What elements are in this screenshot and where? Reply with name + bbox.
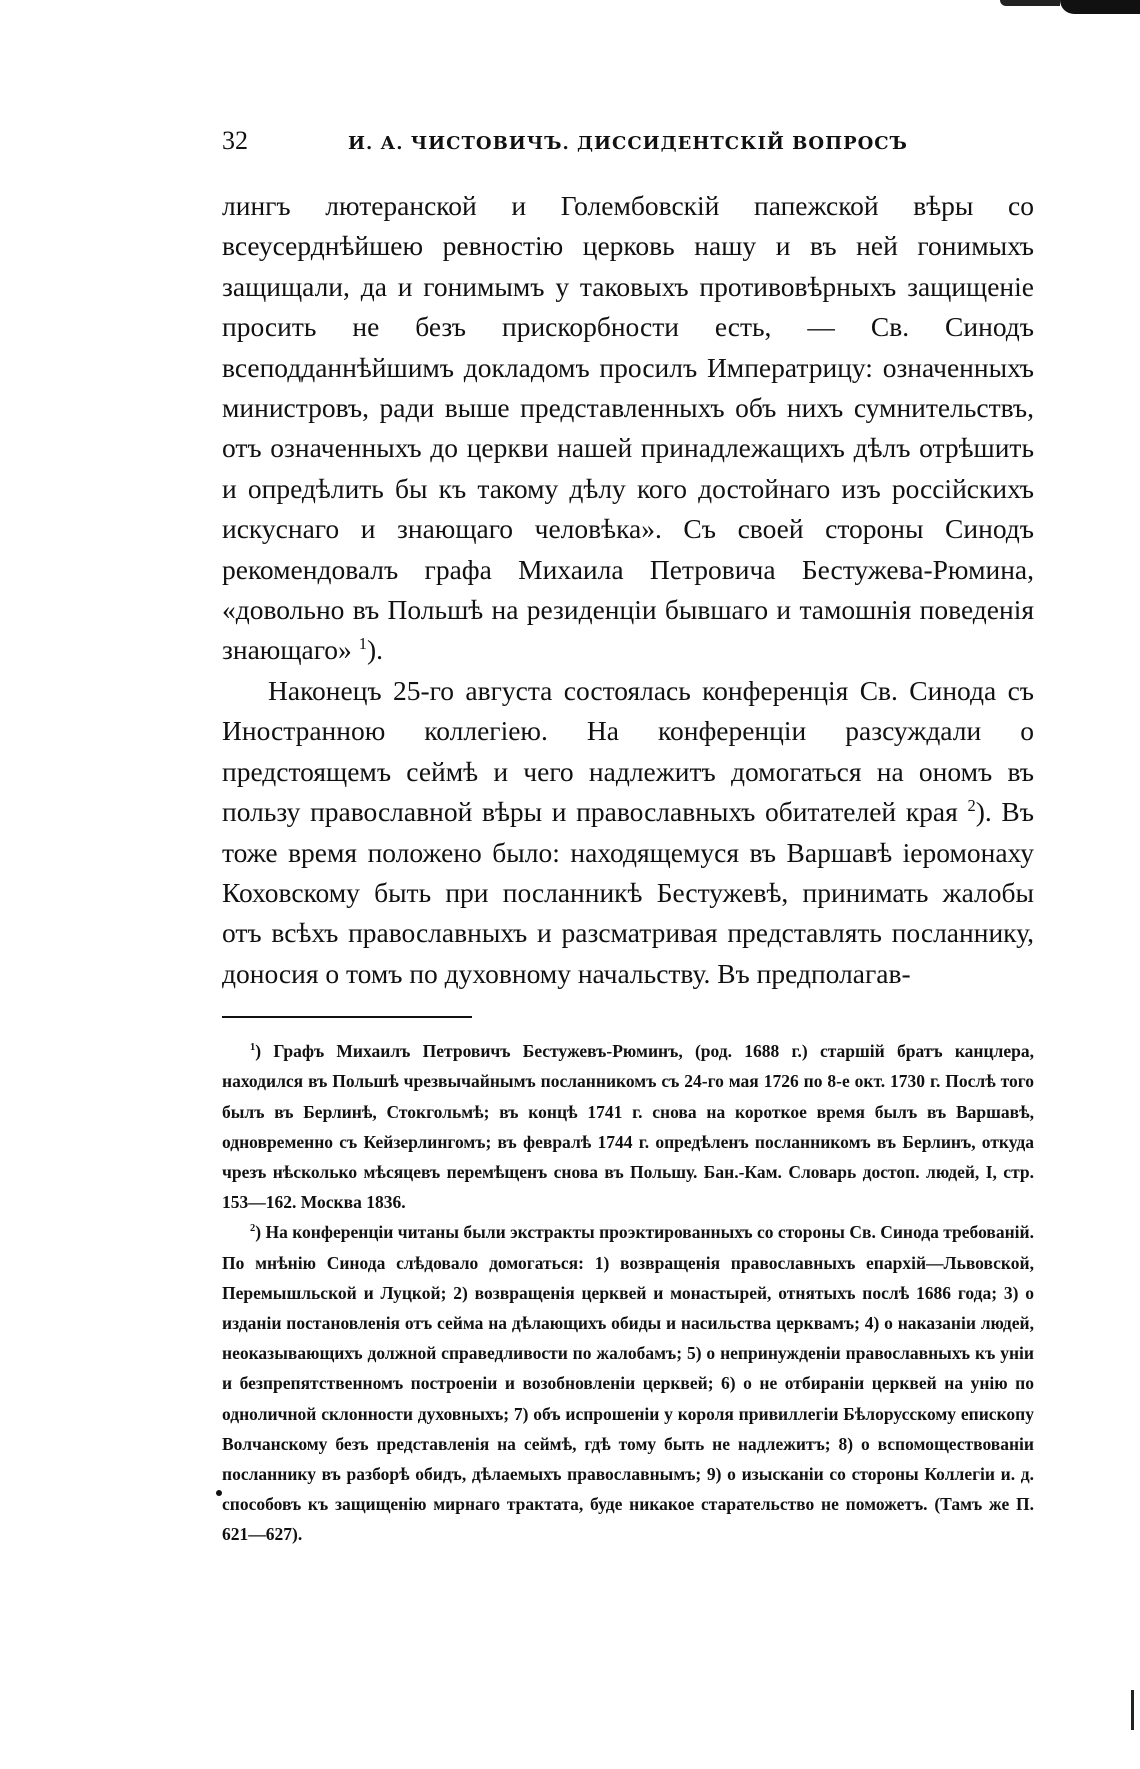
footnote-marker: 2 (250, 1223, 256, 1235)
paragraph-text: Наконецъ 25-го августа состоялась конференція Св. Синода съ Иностранною коллегіею. На конференціи разсуждали о предстоящемъ сеймѣ и чего надлежитъ домогаться на ономъ въ пользу православной вѣры и православныхъ обитателей края (222, 674, 1034, 828)
paragraph: лингъ лютеранской и Голембовскій папежской вѣры со всеусерднѣйшею ревностію церковь нашу и въ ней гонимыхъ защищали, да и гонимымъ у таковыхъ противовѣрныхъ защищеніе просить не безъ прискорбности есть, — Св. Синодъ всеподданнѣйшимъ докладомъ просилъ Императрицу: означенныхъ министровъ, ради выше представленныхъ объ нихъ сумнительствъ, отъ означенныхъ до церкви нашей принадлежащихъ дѣлъ отрѣшить и опредѣлить бы къ такому дѣлу кого достойнаго изъ россійскихъ искуснаго и знающаго человѣка». Съ своей стороны Синодъ рекомендовалъ графа Михаила Петровича Бестужева-Рюмина, «довольно въ Польшѣ на резиденціи бывшаго и тамошнія поведенія знающаго» $^1$). (222, 190, 1034, 666)
scan-edge-line (1131, 1690, 1134, 1730)
footnote-marker: 1 (250, 1042, 256, 1054)
paragraph-text: ). Въ тоже время положено было: находящемуся въ Варшавѣ іеромонаху Коховскому быть при посланникѣ Бестужевѣ, принимать жалобы отъ всѣхъ православныхъ и разсматривая представлять посланнику, доносия о томъ по духовному начальству. Въ предполагав- (222, 796, 1034, 989)
footnote-ref: 2 (967, 795, 976, 815)
paragraph (222, 671, 1034, 994)
footnotes (222, 1036, 1034, 1549)
footnote-text: ) На конференціи читаны были экстракты проэктированныхъ со стороны Св. Синода требованій. По мнѣнію Синода слѣдовало домогаться: 1) возвращенія православныхъ епархій—Львовской, Перемышльской и Луцкой; 2) возвращенія церквей и монастырей, отнятыхъ послѣ 1686 года; 3) о изданіи постановленія отъ сейма на дѣлающихъ обиды и насильства церквамъ; 4) о наказаніи людей, неоказывающихъ должной справедливости по жалобамъ; 5) о непринужденіи православныхъ къ уніи и безпрепятственномъ построеніи и возобновленіи церквей; 6) о не отбираніи церквей на унію по одноличной склонности духовныхъ; 7) объ испрошеніи у короля привиллегіи Бѣлорусскому епископу Волчанскому безъ представленія на сеймѣ, гдѣ тому быть не надлежитъ; 8) о вспомоществованіи посланнику въ разборѣ обидъ, дѣлаемыхъ православнымъ; 9) о изысканіи со стороны Коллегіи и. д. способовъ къ защищенію мирнаго трактата, буде никакое старательство не поможетъ. (Тамъ же П. 621—627). (222, 1222, 1034, 1545)
footnote-ref: 1 (358, 634, 367, 654)
footnote (222, 1036, 1034, 1217)
page-header (222, 118, 1034, 174)
footnote-divider (222, 1016, 472, 1018)
main-text (222, 186, 1034, 994)
page-number: 32 (222, 126, 248, 155)
scan-edge-mark (1000, 0, 1060, 6)
paragraph-text: лингъ лютеранской и Голембовскій папежской вѣры со всеусерднѣйшею ревностію церковь нашу и въ ней гонимыхъ защищали, да и гонимымъ у таковыхъ противовѣрныхъ защищеніе просить не безъ прискорбности есть, — Св. Синодъ всеподданнѣйшимъ докладомъ просилъ Императрицу: означенныхъ министровъ, ради выше представленныхъ объ нихъ сумнительствъ, отъ означенныхъ до церкви нашей принадлежащихъ дѣлъ отрѣшить и опредѣлить бы къ такому дѣлу кого достойнаго изъ россійскихъ искуснаго и знающаго человѣка». Съ своей стороны Синодъ рекомендовалъ графа Михаила Петровича Бестужева-Рюмина, «довольно въ Польшѣ на резиденціи бывшаго и тамошнія поведенія знающаго» (222, 190, 1034, 666)
running-head: И. А. ЧИСТОВИЧЪ. ДИССИДЕНТСКІЙ ВОПРОСЪ (348, 133, 908, 154)
scan-corner-mark (1060, 0, 1140, 14)
footnote-text: ) Графъ Михаилъ Петровичъ Бестужевъ-Рюминъ, (род. 1688 г.) старшій братъ канцлера, находился въ Польшѣ чрезвычайнымъ посланникомъ съ 24-го мая 1726 по 8-е окт. 1730 г. Послѣ того былъ въ Берлинѣ, Стокгольмѣ; въ концѣ 1741 г. снова на короткое время былъ въ Варшавѣ, одновременно съ Кейзерлингомъ; въ февралѣ 1744 г. опредѣленъ посланникомъ въ Берлинъ, откуда чрезъ нѣсколько мѣсяцевъ перемѣщенъ снова въ Польшу. Бан.-Кам. Словарь достоп. людей, I, стр. 153—162. Москва 1836. (222, 1041, 1034, 1213)
book-page (222, 118, 1034, 1550)
footnote (222, 1217, 1034, 1549)
